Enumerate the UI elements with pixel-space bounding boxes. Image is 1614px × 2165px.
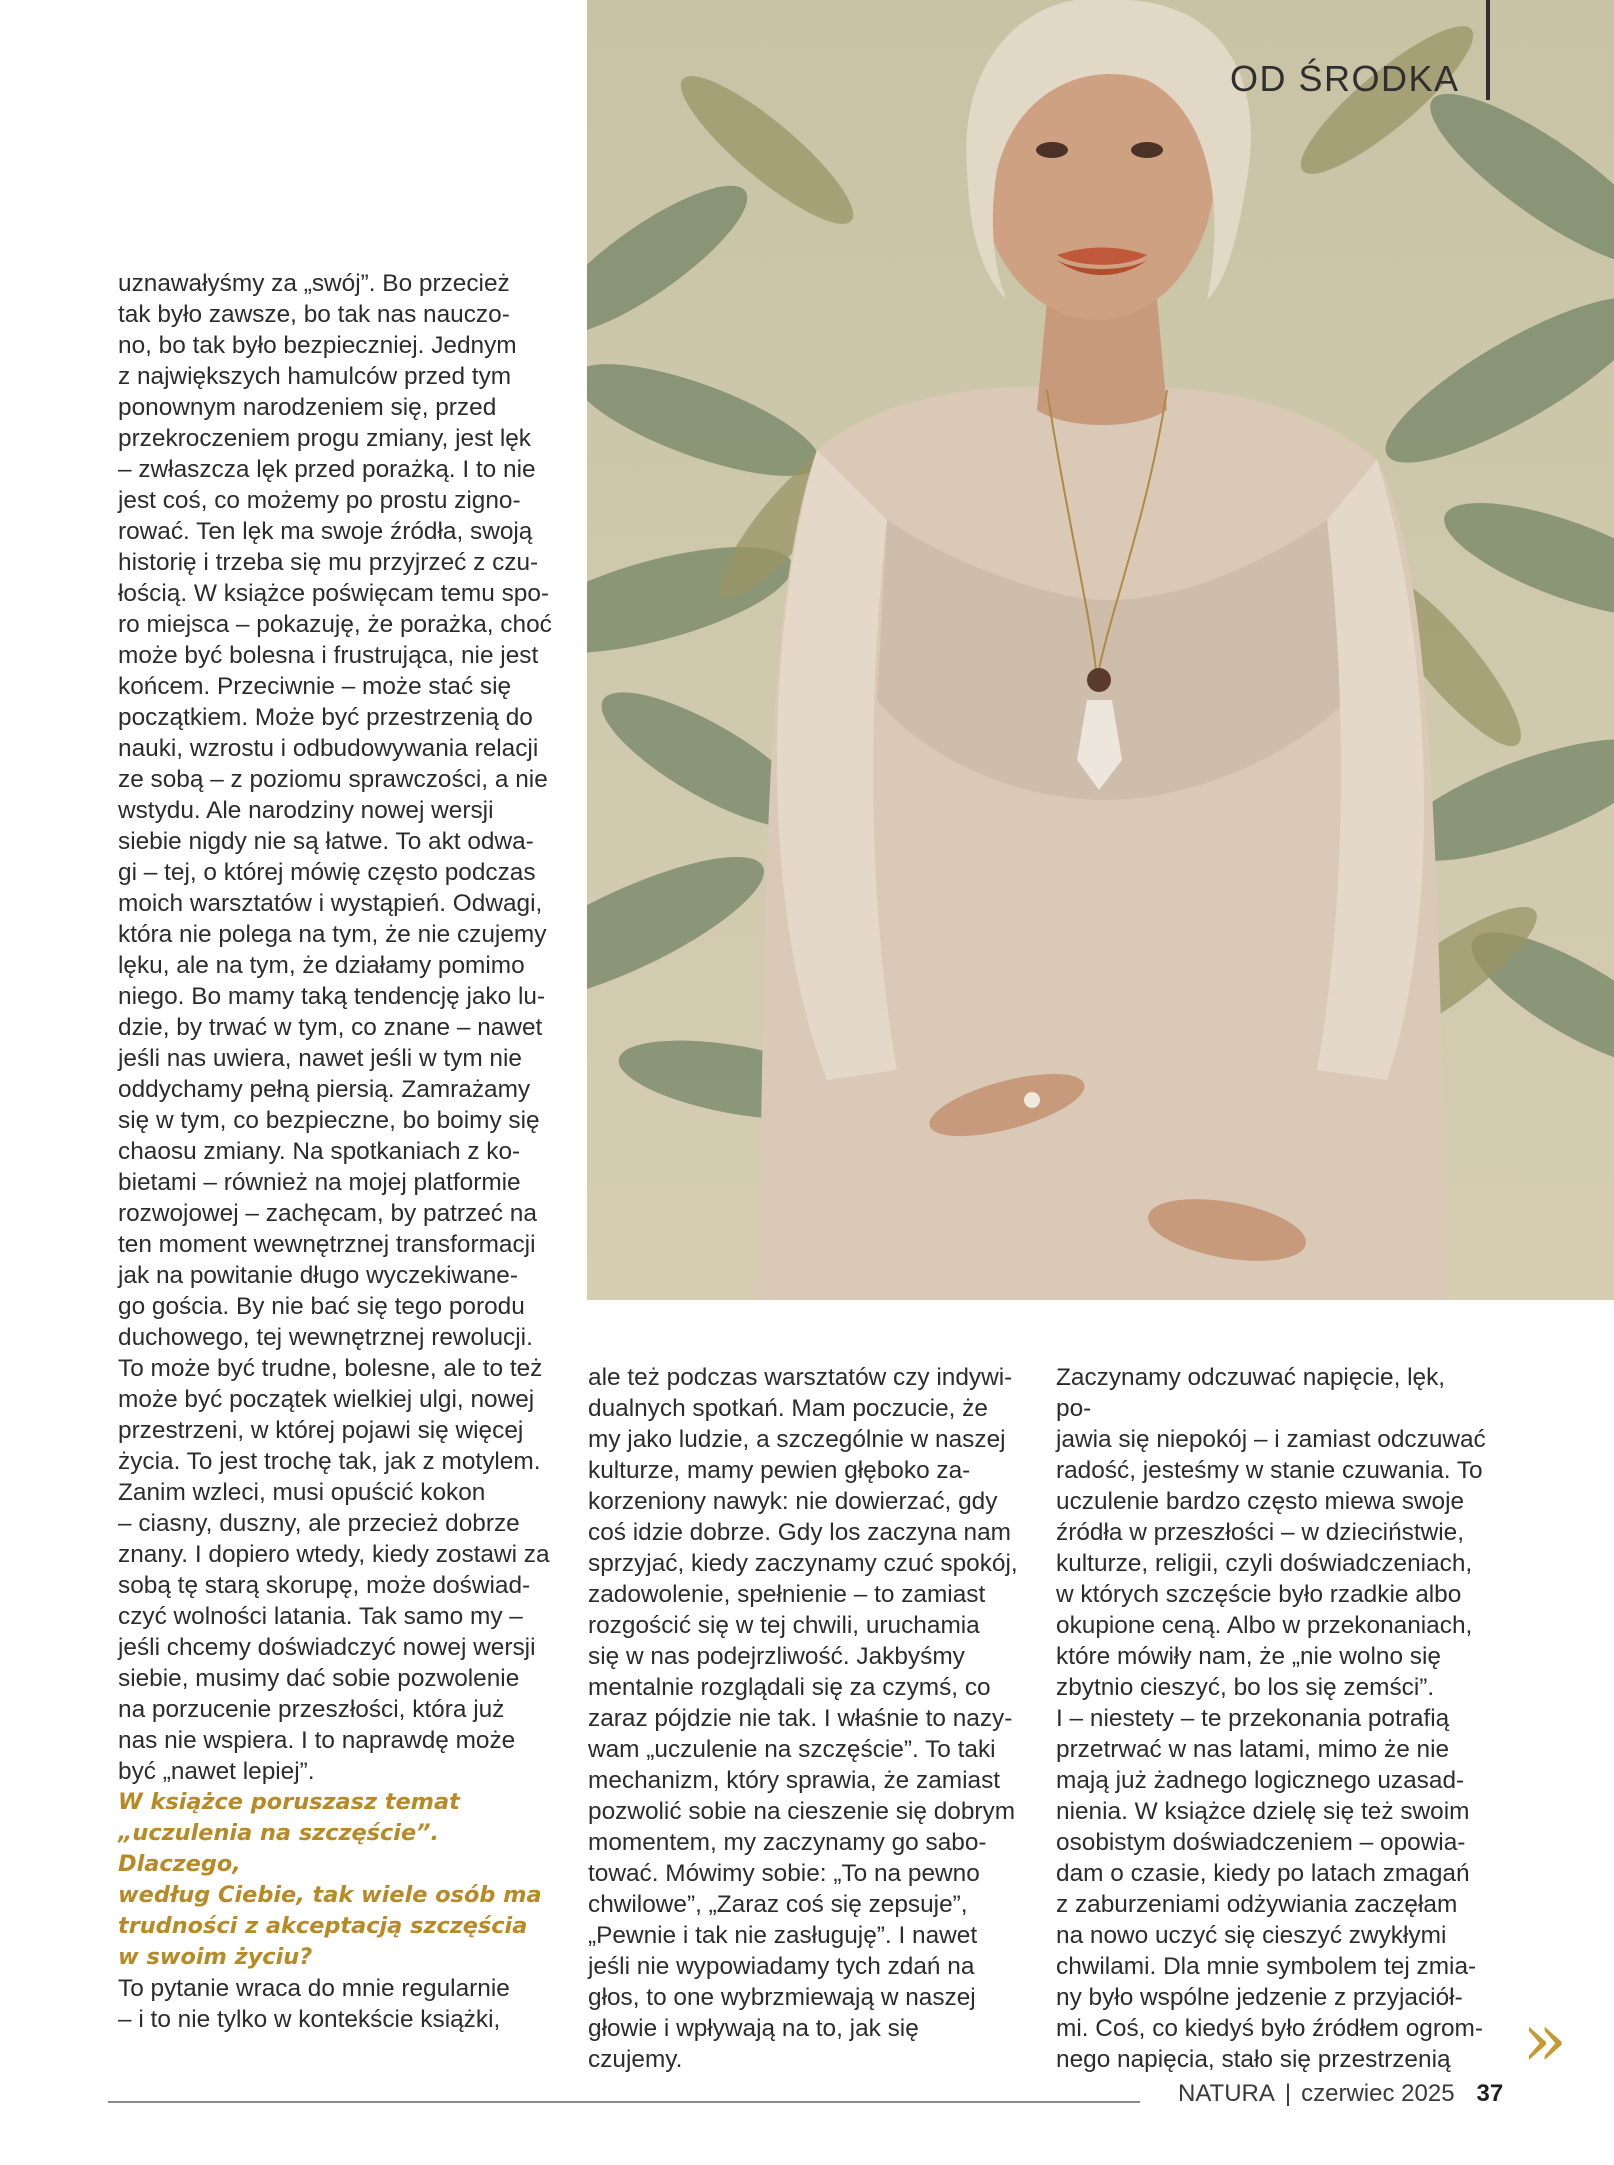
page-number: 37 (1476, 2080, 1504, 2107)
column-1-text: uznawałyśmy za „swój”. Bo przecież tak było zawsze, bo tak nas nauczo- no, bo tak było bezpieczniej. Jednym z największych hamulców przed tym ponownym narodzeniem się, przed przekroczeniem progu zmiany, jest lęk – zwłaszcza lęk przed porażką. I to nie jest coś, co możemy po prostu zigno- rować. Ten lęk ma swoje źródła, swoją historię i trzeba się mu przyjrzeć z czu- łością. W książce poświęcam temu spo- ro miejsca – pokazuję, że porażka, choć może być bolesna i frustrująca, nie jest końcem. Przeciwnie – może stać się początkiem. Może być przestrzenią do nauki, wzrostu i odbudowywania relacji ze sobą – z poziomu sprawczości, a nie wstydu. Ale narodziny nowej wersji siebie nigdy nie są łatwe. To akt odwa- gi – tej, o której mówię często podczas moich warsztatów i wystąpień. Odwagi, która nie polega na tym, że nie czujemy lęku, ale na tym, że działamy pomimo niego. Bo mamy taką tendencję jako lu- dzie, by trwać w tym, co znane – nawet jeśli nas uwiera, nawet jeśli w tym nie oddychamy pełną piersią. Zamrażamy się w tym, co bezpieczne, bo boimy się chaosu zmiany. Na spotkaniach z ko- bietami – również na mojej platformie rozwojowej – zachęcam, by patrzeć na ten moment wewnętrznej transformacji jak na powitanie długo wyczekiwane- go gościa. By nie bać się tego porodu duchowego, tej wewnętrznej rewolucji. To może być trudne, bolesne, ale to też może być początek wielkiej ulgi, nowej przestrzeni, w której pojawi się więcej życia. To jest trochę tak, jak z motylem. Zanim wzleci, musi opuścić kokon – ciasny, duszny, ale przecież dobrze znany. I dopiero wtedy, kiedy zostawi za sobą tę starą skorupę, może doświad- czyć wolności latania. Tak samo my – jeśli chcemy doświadczyć nowej wersji siebie, musimy dać sobie pozwolenie na porzucenie przeszłości, która już nas nie wspiera. I to naprawdę może być „nawet lepiej”. (118, 270, 552, 1785)
issue-date: czerwiec 2025 (1301, 2080, 1455, 2107)
answer-start: To pytanie wraca do mnie regularnie – i to nie tylko w kontekście książki, (118, 1975, 510, 2033)
footer-rule (108, 2101, 1140, 2103)
interview-question: W książce poruszasz temat „uczulenia na szczęście”. Dlaczego, według Ciebie, tak wiele osób ma trudności z akceptacją szczęścia w swoim życiu? (118, 1789, 542, 1970)
continue-arrow-icon: » (1522, 1997, 1568, 2083)
column-2-text: ale też podczas warsztatów czy indywi- dualnych spotkań. Mam poczucie, że my jako ludzie, a szczególnie w naszej kulturze, mamy pewien głęboko za- korzeniony nawyk: nie dowierzać, gdy coś idzie dobrze. Gdy los zaczyna nam sprzyjać, kiedy zaczynamy czuć spokój, zadowolenie, spełnienie – to zamiast rozgościć się w tej chwili, uruchamia się w nas podejrzliwość. Jakbyśmy mentalnie rozglądali się za czymś, co zaraz pójdzie nie tak. I właśnie to nazy- wam „uczulenie na szczęście”. To taki mechanizm, który sprawia, że zamiast pozwolić sobie na cieszenie się dobrym momentem, my zaczynamy go sabo- tować. Mówimy sobie: „To na pewno chwilowe”, „Zaraz coś się zepsuje”, „Pewnie i tak nie zasługuję”. I nawet jeśli nie wypowiadamy tych zdań na głos, to one wybrzmiewają w naszej głowie i wpływają na to, jak się czujemy. (588, 1364, 1018, 2073)
page-footer (1178, 2080, 1503, 2108)
portrait-illustration (587, 0, 1614, 1300)
footer-separator: | (1284, 2080, 1292, 2107)
section-rule (1486, 0, 1490, 100)
article-column-2 (588, 1362, 1018, 2075)
column-3-text: Zaczynamy odczuwać napięcie, lęk, po- jawia się niepokój – i zamiast odczuwać radość, jesteśmy w stanie czuwania. To uczulenie bardzo często miewa swoje źródła w przeszłości – w dzieciństwie, kulturze, religii, czyli doświadczeniach, w których szczęście było rzadkie albo okupione ceną. Albo w przekonaniach, które mówiły nam, że „nie wolno się zbytnio cieszyć, bo los się zemści”. I – niestety – te przekonania potrafią przetrwać w nas latami, mimo że nie mają już żadnego logicznego uzasad- nienia. W książce dzielę się też swoim osobistym doświadczeniem – opowia- dam o czasie, kiedy po latach zmagań z zaburzeniami odżywiania zaczęłam na nowo uczyć się cieszyć zwykłymi chwilami. Dla mnie symbolem tej zmia- ny było wspólne jedzenie z przyjaciół- mi. Coś, co kiedyś było źródłem ogrom- nego napięcia, stało się przestrzenią (1056, 1364, 1486, 2073)
illustrated-woman-portrait-icon (587, 0, 1614, 1300)
article-column-3 (1056, 1362, 1486, 2075)
article-column-1 (118, 268, 558, 2035)
section-label: OD ŚRODKA (1230, 58, 1460, 99)
magazine-name: NATURA (1178, 2080, 1275, 2107)
